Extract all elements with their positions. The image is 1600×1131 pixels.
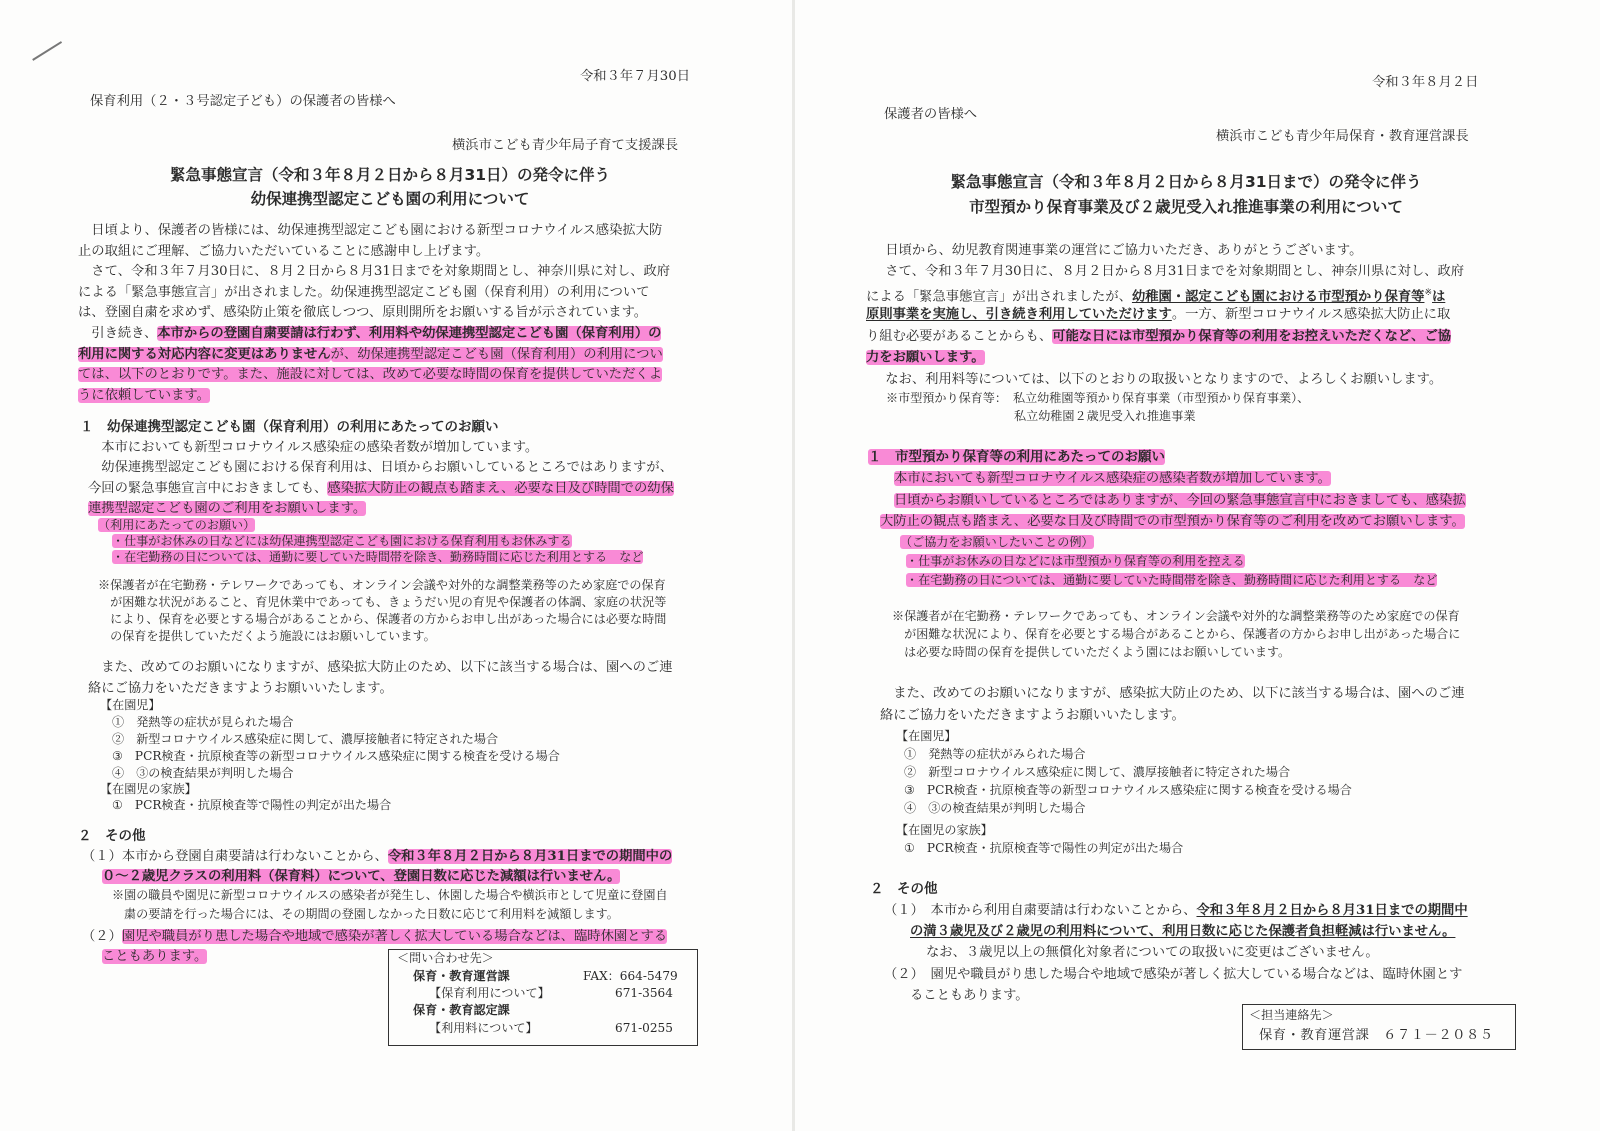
highlight: ・仕事がお休みの日などには市型預かり保育等の利用を控える bbox=[906, 554, 1245, 568]
contact-request-line: 絡にご協力をいただきますようお願いいたします。 bbox=[880, 708, 1185, 723]
section-1-line bbox=[880, 511, 1465, 532]
highlight: 本市からの登園自粛要請は行わず、利用料や幼保連携型認定こども園（保育利用）の bbox=[157, 326, 662, 341]
other-2-line bbox=[102, 946, 207, 967]
underlined: は bbox=[1432, 289, 1446, 305]
child-item: ③ PCR検査・抗原検査等の新型コロナウイルス感染症に関する検査を受ける場合 bbox=[904, 783, 1352, 797]
para3-lead: 引き続き、 bbox=[78, 326, 158, 341]
section-1-bullet bbox=[112, 549, 643, 566]
child-item: ② 新型コロナウイルス感染症に関して、濃厚接触者に特定された場合 bbox=[112, 732, 499, 746]
contact-title: ＜担当連絡先＞ bbox=[1249, 1008, 1334, 1022]
para2-line bbox=[866, 304, 1450, 325]
highlight: ・在宅勤務の日については、通勤に要していた時間帯を除き、勤務時間に応じた利用とする など bbox=[112, 550, 644, 564]
section-1-line bbox=[88, 478, 674, 499]
other-2-line: ることもあります。 bbox=[910, 988, 1029, 1003]
highlight: ・仕事がお休みの日などには幼保連携型認定こども園における保育利用もお休みする bbox=[112, 534, 572, 548]
para2-lead: り組む必要があることからも、 bbox=[866, 329, 1053, 344]
highlight: （利用にあたってのお願い） bbox=[98, 518, 256, 532]
highlight: 園児や職員がり患した場合や地域で感染が著しく拡大している場合などは、臨時休園とする bbox=[121, 929, 668, 944]
inquiry-title: ＜問い合わせ先＞ bbox=[397, 951, 494, 965]
para2-lead: による「緊急事態宣言」が出されましたが、 bbox=[866, 289, 1132, 305]
section-1-line bbox=[894, 468, 1331, 489]
note-line: が困難な状況があること、育児休業中であっても、きょうだい児の育児や保護者の体調、家庭の状況等 bbox=[98, 595, 667, 609]
other-1-line bbox=[884, 900, 1468, 921]
section-1-title bbox=[868, 447, 1165, 467]
underlined: の満３歳児及び２歳児の利用料について、利用日数に応じた保護者負担軽減は行いません。 bbox=[910, 924, 1456, 939]
family-heading: 【在園児の家族】 bbox=[896, 823, 993, 837]
pen-mark bbox=[32, 41, 62, 60]
para3-line bbox=[78, 385, 210, 406]
child-heading: 【在園児】 bbox=[100, 698, 161, 712]
inquiry-fax: FAX：664-5479 bbox=[583, 969, 678, 983]
inquiry-sub: 【保育利用について】 bbox=[429, 986, 550, 1000]
child-item: ③ PCR検査・抗原検査等の新型コロナウイルス感染症に関する検査を受ける場合 bbox=[112, 749, 560, 763]
section-1-sub bbox=[900, 534, 1094, 551]
other-2-lead: （２） bbox=[82, 929, 122, 944]
section-1-bullet bbox=[906, 572, 1437, 589]
section-2-title: ２ その他 bbox=[870, 881, 938, 897]
intro-line: 止の取組にご理解、ご協力いただいていることに感謝申し上げます。 bbox=[78, 244, 490, 259]
other-1-line bbox=[82, 846, 672, 867]
para3-line bbox=[78, 323, 661, 344]
highlight: 力をお願いします。 bbox=[866, 350, 985, 365]
section-1-lead: 今回の緊急事態宣言中におきましても、 bbox=[88, 481, 328, 496]
family-item: ① PCR検査・抗原検査等で陽性の判定が出た場合 bbox=[112, 798, 392, 812]
highlight: こともあります。 bbox=[102, 949, 208, 964]
other-1-lead: （１） 本市から利用自粛要請は行わないことから、 bbox=[884, 903, 1197, 918]
intro-line: による「緊急事態宣言」が出されました。幼保連携型認定こども園（保育利用）の利用について bbox=[78, 285, 650, 300]
sender: 横浜市こども青少年局子育て支援課長 bbox=[452, 138, 679, 153]
intro-line: さて、令和３年７月30日に、８月２日から８月31日までを対象期間とし、神奈川県に対し、政府 bbox=[78, 264, 671, 279]
highlight: 感染拡大防止の観点も踏まえ、必要な日及び時間での幼保 bbox=[327, 481, 674, 496]
left-notice bbox=[0, 0, 790, 1131]
highlight: 大防止の観点も踏まえ、必要な日及び時間での市型預かり保育等のご利用を改めてお願いします。 bbox=[880, 514, 1465, 529]
highlight: ・在宅勤務の日については、通勤に要していた時間帯を除き、勤務時間に応じた利用とする など bbox=[906, 573, 1438, 587]
note-line: ※保護者が在宅勤務・テレワークであっても、オンライン会議や対外的な調整業務等のため家庭での保育 bbox=[98, 578, 666, 592]
para2-line bbox=[866, 347, 985, 368]
section-2-title: ２ その他 bbox=[78, 828, 146, 844]
underlined: 令和３年８月２日から８月31日までの期間中 bbox=[1196, 903, 1468, 918]
other-2-line: （２） 園児や職員がり患した場合や地域で感染が著しく拡大している場合などは、臨時休園とす bbox=[884, 967, 1463, 982]
footnote: 私立幼稚園２歳児受入れ推進事業 bbox=[1014, 409, 1196, 423]
para2-rest: 。一方、新型コロナウイルス感染拡大防止に取 bbox=[1171, 307, 1451, 322]
page-seam bbox=[792, 0, 795, 1131]
family-item: ① PCR検査・抗原検査等で陽性の判定が出た場合 bbox=[904, 841, 1184, 855]
title-line-2: 幼保連携型認定こども園の利用について bbox=[250, 190, 530, 208]
contact-line: 保育・教育運営課 ６７１－２０８５ bbox=[1259, 1028, 1494, 1043]
child-item: ④ ③の検査結果が判明した場合 bbox=[112, 766, 294, 780]
other-1-line bbox=[910, 921, 1455, 942]
section-1-line: 本市においても新型コロナウイルス感染症の感染者数が増加しています。 bbox=[88, 440, 539, 455]
child-item: ① 発熱等の症状がみられた場合 bbox=[904, 747, 1086, 761]
highlight: 令和３年８月２日から８月31日までの期間中の bbox=[387, 849, 673, 864]
underlined: 原則事業を実施し、引き続き利用していただけます bbox=[866, 307, 1172, 322]
section-1-bullet bbox=[112, 533, 572, 550]
highlight: 本市においても新型コロナウイルス感染症の感染者数が増加しています。 bbox=[894, 471, 1331, 486]
inquiry-sub: 【利用料について】 bbox=[429, 1021, 538, 1035]
highlight: 日頃からお願いしているところではありますが、今回の緊急事態宣言中におきましても、感染拡 bbox=[894, 493, 1466, 508]
para2-line: さて、令和３年７月30日に、８月２日から８月31日までを対象期間とし、神奈川県に対し、政府 bbox=[872, 264, 1465, 279]
other-2-line bbox=[82, 926, 667, 947]
section-1-line bbox=[88, 498, 366, 519]
inquiry-dept: 保育・教育運営課 bbox=[413, 969, 510, 983]
child-item: ② 新型コロナウイルス感染症に関して、濃厚接触者に特定された場合 bbox=[904, 765, 1291, 779]
inquiry-phone: 671-0255 bbox=[615, 1021, 673, 1035]
footnote: ※市型預かり保育等： 私立幼稚園等預かり保育事業（市型預かり保育事業）、 bbox=[886, 391, 1310, 405]
family-heading: 【在園児の家族】 bbox=[100, 782, 197, 796]
para2-line bbox=[866, 326, 1451, 347]
section-1-bullet bbox=[906, 553, 1245, 570]
highlight: 連携型認定こども園のご利用をお願いします。 bbox=[88, 501, 367, 516]
highlight: うに依頼しています。 bbox=[78, 388, 210, 403]
footnote-mark: ※ bbox=[1424, 288, 1433, 298]
other-1-note: 粛の要請を行った場合には、その期間の登園しなかった日数に応じて利用料を減額します。 bbox=[124, 907, 619, 921]
note-line: が困難な状況により、保育を必要とする場合があることから、保護者の方からお申し出があった場合に bbox=[892, 627, 1461, 641]
para3-line bbox=[78, 364, 662, 385]
date: 令和３年７月30日 bbox=[580, 69, 690, 84]
child-item: ① 発熱等の症状が見られた場合 bbox=[112, 715, 294, 729]
para3-line bbox=[78, 344, 663, 365]
title-line-1: 緊急事態宣言（令和３年８月２日から８月31日まで）の発令に伴う bbox=[950, 173, 1422, 191]
para1: 日頃から、幼児教育関連事業の運営にご協力いただき、ありがとうございます。 bbox=[872, 243, 1363, 258]
section-1-line bbox=[894, 490, 1466, 511]
child-heading: 【在園児】 bbox=[896, 729, 957, 743]
note-line: は必要な時間の保育を提供していただくよう園にはお願いしています。 bbox=[892, 645, 1291, 659]
note-line: の保育を提供していただくよう施設にはお願いしています。 bbox=[98, 629, 436, 643]
section-1-line: 幼保連携型認定こども園における保育利用は、日頃からお願いしているところではありますが、 bbox=[88, 460, 673, 475]
contact-box bbox=[1242, 1004, 1516, 1050]
other-1-line: なお、３歳児以上の無償化対象者についての取扱いに変更はございません。 bbox=[926, 945, 1379, 960]
highlight: ０～２歳児クラスの利用料（保育料）について、登園日数に応じた減額は行いません。 bbox=[102, 869, 621, 884]
highlight: 可能な日には市型預かり保育等の利用をお控えいただくなど、ご協 bbox=[1052, 329, 1452, 344]
note-line: ※保護者が在宅勤務・テレワークであっても、オンライン会議や対外的な調整業務等のため家庭での保育 bbox=[892, 609, 1460, 623]
sender: 横浜市こども青少年局保育・教育運営課長 bbox=[1216, 129, 1469, 144]
other-1-line bbox=[102, 866, 620, 887]
other-1-note: ※園の職員や園児に新型コロナウイルスの感染者が発生し、休園した場合や横浜市として児童に登園自 bbox=[112, 888, 668, 902]
contact-request-line: 絡にご協力をいただきますようお願いいたします。 bbox=[88, 681, 393, 696]
highlight: １ 市型預かり保育等の利用にあたってのお願い bbox=[868, 449, 1165, 465]
section-1-sub bbox=[98, 517, 255, 534]
underlined: 幼稚園・認定こども園における市型預かり保育等 bbox=[1131, 289, 1425, 305]
other-1-lead: （１）本市から登園自粛要請は行わないことから、 bbox=[82, 849, 388, 864]
inquiry-dept: 保育・教育認定課 bbox=[413, 1003, 510, 1017]
right-notice bbox=[796, 0, 1600, 1131]
highlight: 利用に関する対応内容に変更はありません bbox=[78, 347, 331, 362]
inquiry-phone: 671-3564 bbox=[615, 986, 673, 1000]
intro-line: 日頃より、保護者の皆様には、幼保連携型認定こども園における新型コロナウイルス感染拡大防 bbox=[78, 223, 663, 238]
contact-request-line: また、改めてのお願いになりますが、感染拡大防止のため、以下に該当する場合は、園へのご連 bbox=[88, 660, 673, 675]
para3: なお、利用料等については、以下のとおりの取扱いとなりますので、よろしくお願いします。 bbox=[872, 372, 1443, 387]
date: 令和３年８月２日 bbox=[1372, 75, 1479, 90]
contact-request-line: また、改めてのお願いになりますが、感染拡大防止のため、以下に該当する場合は、園へのご連 bbox=[880, 686, 1465, 701]
addressee: 保護者の皆様へ bbox=[884, 107, 978, 122]
section-1-title: １ 幼保連携型認定こども園（保育利用）の利用にあたってのお願い bbox=[80, 419, 499, 435]
child-item: ④ ③の検査結果が判明した場合 bbox=[904, 801, 1086, 815]
highlight: が、幼保連携型認定こども園（保育利用）の利用につい bbox=[330, 347, 663, 362]
inquiry-box bbox=[388, 949, 698, 1046]
addressee: 保育利用（２・３号認定子ども）の保護者の皆様へ bbox=[90, 94, 396, 109]
title-line-1: 緊急事態宣言（令和３年８月２日から８月31日）の発令に伴う bbox=[169, 166, 611, 184]
title-line-2: 市型預かり保育事業及び２歳児受入れ推進事業の利用について bbox=[969, 198, 1403, 216]
intro-line: は、登園自粛を求めず、感染防止策を徹底しつつ、原則開所をお願いする旨が示されています。 bbox=[78, 305, 648, 320]
highlight: （ご協力をお願いしたいことの例） bbox=[900, 535, 1094, 549]
highlight: ては、以下のとおりです。また、施設に対しては、改めて必要な時間の保育を提供していただくよ bbox=[78, 367, 662, 382]
note-line: により、保育を必要とする場合があることから、保護者の方からお申し出があった場合には必要な時間 bbox=[98, 612, 667, 626]
